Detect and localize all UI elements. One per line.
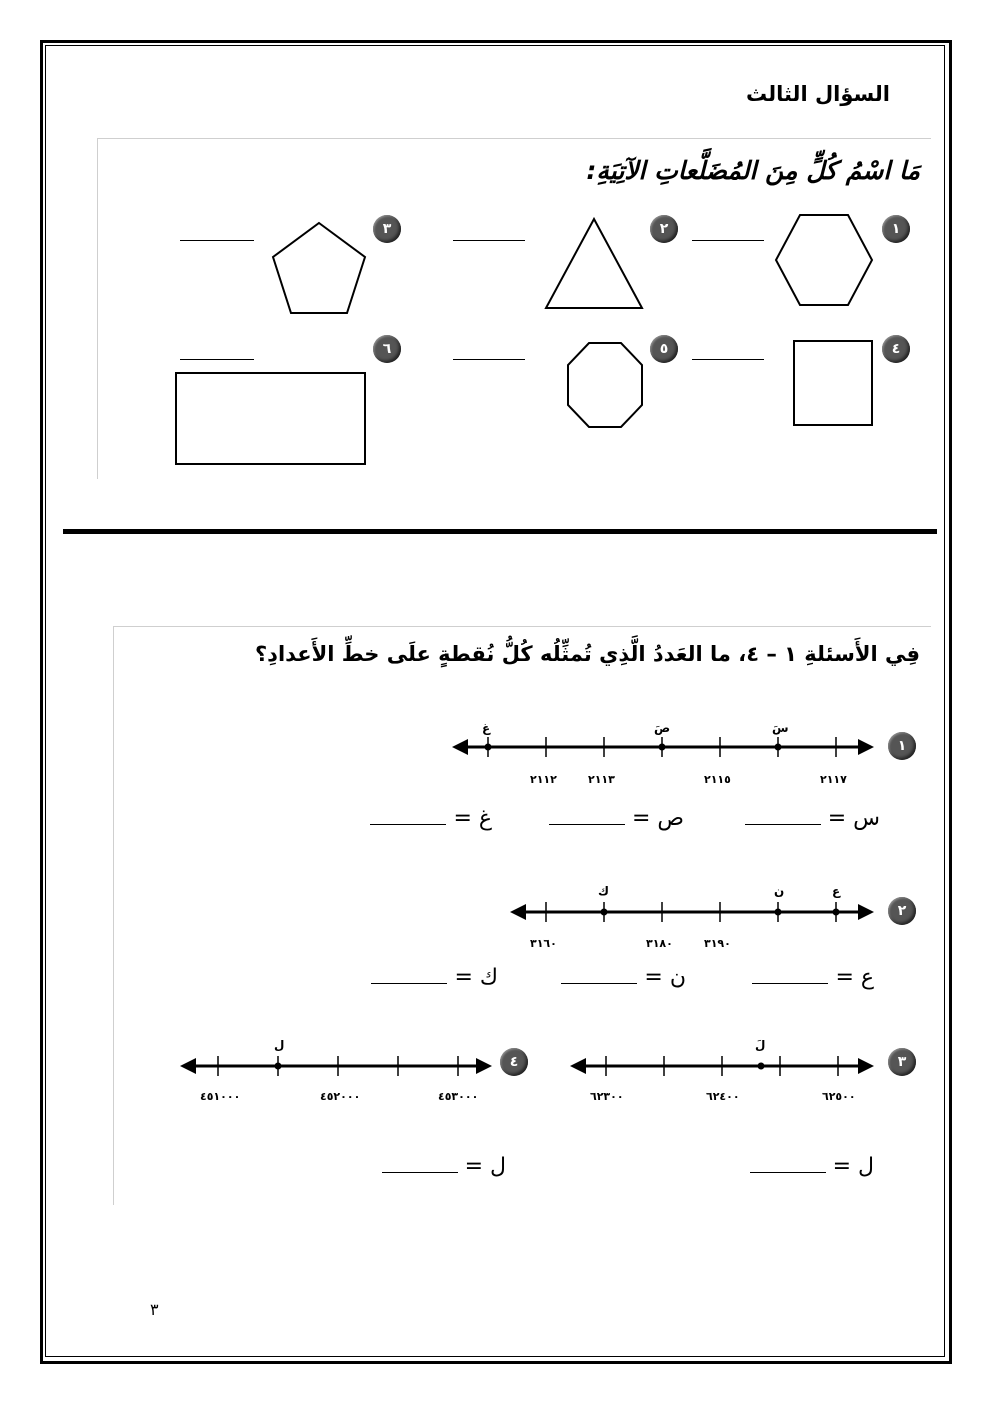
rectangle-shape — [174, 371, 368, 467]
number-line-2 — [508, 880, 880, 950]
line-number-badge: ١ — [888, 732, 916, 760]
tick-label: ٤٥٢٠٠٠ — [320, 1090, 361, 1103]
point-marker — [775, 744, 782, 751]
page-number: ٣ — [150, 1300, 159, 1319]
answer-blank[interactable] — [370, 808, 446, 825]
answer-label: ص = — [631, 806, 684, 831]
answer-blank[interactable] — [549, 808, 625, 825]
tick-label: ٣١٩٠ — [704, 937, 731, 950]
tick-label: ٢١١٣ — [588, 773, 615, 786]
point-marker — [275, 1063, 282, 1070]
point-label: ل — [274, 1038, 285, 1052]
tick-label: ٢١١٧ — [820, 773, 847, 786]
point-label: لَ — [755, 1038, 766, 1052]
answer-label: ع = — [835, 965, 874, 990]
tick-label: ٣١٦٠ — [530, 937, 557, 950]
square-shape — [792, 338, 874, 428]
answer-label: س = — [827, 806, 880, 831]
answer-blank[interactable] — [382, 1156, 458, 1173]
answer-blank[interactable] — [371, 967, 447, 984]
point-marker — [659, 744, 666, 751]
answer-label: غ = — [453, 806, 492, 831]
item-number-badge: ٤ — [882, 335, 910, 363]
answer-row — [370, 806, 492, 831]
line-number-badge: ٤ — [500, 1048, 528, 1076]
point-label: ك — [598, 884, 609, 898]
point-label: ع — [832, 884, 841, 898]
answer-blank[interactable] — [561, 967, 637, 984]
pentagon-shape — [270, 220, 368, 316]
answer-label: ن = — [644, 965, 686, 990]
item-number-badge: ٥ — [650, 335, 678, 363]
answer-blank[interactable] — [750, 1156, 826, 1173]
item-number-badge: ٣ — [373, 215, 401, 243]
tick-label: ٣١٨٠ — [646, 937, 673, 950]
answer-row — [752, 965, 874, 990]
tick-label: ٤٥١٠٠٠ — [200, 1090, 241, 1103]
answer-row — [561, 965, 686, 990]
tick-label: ٦٢٥٠٠ — [822, 1090, 856, 1103]
answer-row — [371, 965, 498, 990]
answer-blank[interactable] — [180, 359, 254, 360]
octagon-shape — [565, 341, 645, 429]
triangle-shape — [543, 216, 645, 310]
item-number-badge: ٢ — [650, 215, 678, 243]
answer-label: ل = — [464, 1154, 506, 1179]
answer-blank[interactable] — [692, 359, 764, 360]
number-line-instruction: فِي الأَسئلةِ ١ – ٤، ما العَددُ الَّذِي تُمثِّلُه كُلُّ نُقطةٍ علَى خطِّ الأَعدادِ؟ — [255, 642, 920, 666]
tick-label: ٦٢٣٠٠ — [590, 1090, 624, 1103]
section-title: السؤال الثالث — [745, 82, 890, 106]
answer-row — [549, 806, 684, 831]
point-label: غ — [482, 721, 491, 735]
tick-label: ٦٢٤٠٠ — [706, 1090, 740, 1103]
item-number-badge: ١ — [882, 215, 910, 243]
tick-label: ٤٥٣٠٠٠ — [438, 1090, 479, 1103]
answer-label: ك = — [454, 965, 498, 990]
answer-blank[interactable] — [453, 359, 525, 360]
section-separator — [63, 529, 937, 534]
point-label: سَ — [772, 721, 789, 735]
tick-label: ٢١١٢ — [530, 773, 557, 786]
answer-row — [750, 1154, 874, 1179]
hexagon-shape — [774, 212, 874, 308]
point-marker — [833, 909, 840, 916]
answer-row — [382, 1154, 506, 1179]
answer-blank[interactable] — [692, 240, 764, 241]
tick-label: ٢١١٥ — [704, 773, 731, 786]
answer-label: ل = — [832, 1154, 874, 1179]
point-marker — [485, 744, 492, 751]
point-marker — [758, 1063, 765, 1070]
answer-blank[interactable] — [453, 240, 525, 241]
item-number-badge: ٦ — [373, 335, 401, 363]
point-label: صَ — [654, 721, 671, 735]
point-label: ن — [774, 884, 785, 898]
point-marker — [601, 909, 608, 916]
answer-blank[interactable] — [180, 240, 254, 241]
answer-row — [745, 806, 880, 831]
line-number-badge: ٣ — [888, 1048, 916, 1076]
point-marker — [775, 909, 782, 916]
polygons-instruction: مَا اسْمُ كُلٍّ مِنَ المُضَلَّعاتِ الآتِيَةِ: — [586, 156, 920, 185]
answer-blank[interactable] — [752, 967, 828, 984]
line-number-badge: ٢ — [888, 897, 916, 925]
answer-blank[interactable] — [745, 808, 821, 825]
